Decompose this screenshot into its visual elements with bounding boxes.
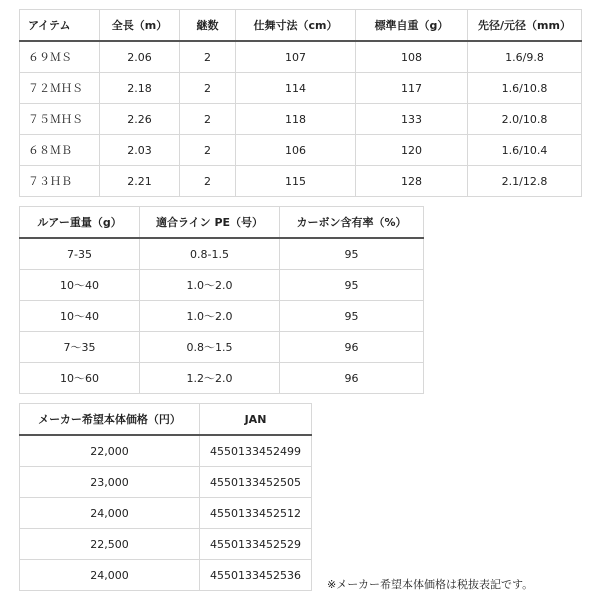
- table-row: [20, 301, 424, 332]
- cell-line-pe: 0.8-1.5: [140, 238, 280, 270]
- cell-jan: 4550133452499: [200, 435, 312, 467]
- header-pieces: 継数: [180, 10, 236, 42]
- cell-jan: 4550133452512: [200, 498, 312, 529]
- table-row: [20, 467, 312, 498]
- cell-diameter: 2.0/10.8: [468, 104, 582, 135]
- tax-note: ※メーカー希望本体価格は税抜表記です。: [327, 578, 534, 591]
- cell-jan: 4550133452505: [200, 467, 312, 498]
- cell-diameter: 1.6/10.4: [468, 135, 582, 166]
- table-row: [20, 435, 312, 467]
- header-price: メーカー希望本体価格（円）: [20, 404, 200, 436]
- table-row: [20, 166, 582, 197]
- cell-item: ６９ＭＳ: [20, 41, 100, 73]
- header-carbon: カーボン含有率（%）: [280, 207, 424, 239]
- cell-pieces: 2: [180, 166, 236, 197]
- cell-closed-length: 115: [236, 166, 356, 197]
- price-header-row: [20, 404, 312, 436]
- header-lure-weight: ルアー重量（g）: [20, 207, 140, 239]
- table-row: [20, 560, 312, 591]
- cell-lure-weight: 7-35: [20, 238, 140, 270]
- table-row: [20, 135, 582, 166]
- cell-pieces: 2: [180, 73, 236, 104]
- cell-line-pe: 1.2～2.0: [140, 363, 280, 394]
- line-header-row: [20, 207, 424, 239]
- table-row: [20, 363, 424, 394]
- cell-carbon: 95: [280, 301, 424, 332]
- cell-weight: 120: [356, 135, 468, 166]
- cell-jan: 4550133452536: [200, 560, 312, 591]
- cell-price: 22,000: [20, 435, 200, 467]
- cell-line-pe: 0.8～1.5: [140, 332, 280, 363]
- cell-carbon: 96: [280, 332, 424, 363]
- cell-line-pe: 1.0～2.0: [140, 270, 280, 301]
- cell-length: 2.18: [100, 73, 180, 104]
- cell-price: 22,500: [20, 529, 200, 560]
- table-row: [20, 238, 424, 270]
- line-table: [19, 206, 424, 394]
- cell-diameter: 2.1/12.8: [468, 166, 582, 197]
- cell-weight: 108: [356, 41, 468, 73]
- header-length: 全長（m）: [100, 10, 180, 42]
- table-row: [20, 270, 424, 301]
- cell-price: 24,000: [20, 560, 200, 591]
- header-diameter: 先径/元径（mm）: [468, 10, 582, 42]
- cell-length: 2.06: [100, 41, 180, 73]
- table-row: [20, 104, 582, 135]
- cell-line-pe: 1.0～2.0: [140, 301, 280, 332]
- cell-price: 23,000: [20, 467, 200, 498]
- table-row: [20, 332, 424, 363]
- cell-weight: 128: [356, 166, 468, 197]
- cell-item: ７３ＨＢ: [20, 166, 100, 197]
- cell-pieces: 2: [180, 104, 236, 135]
- cell-lure-weight: 10～40: [20, 270, 140, 301]
- cell-lure-weight: 7～35: [20, 332, 140, 363]
- price-table: [19, 403, 312, 591]
- cell-pieces: 2: [180, 41, 236, 73]
- cell-jan: 4550133452529: [200, 529, 312, 560]
- cell-item: ７５ＭＨＳ: [20, 104, 100, 135]
- cell-weight: 133: [356, 104, 468, 135]
- cell-diameter: 1.6/9.8: [468, 41, 582, 73]
- table-row: [20, 73, 582, 104]
- cell-closed-length: 114: [236, 73, 356, 104]
- header-jan: JAN: [200, 404, 312, 436]
- table-row: [20, 41, 582, 73]
- cell-carbon: 95: [280, 270, 424, 301]
- cell-diameter: 1.6/10.8: [468, 73, 582, 104]
- cell-closed-length: 107: [236, 41, 356, 73]
- header-item: アイテム: [20, 10, 100, 42]
- cell-carbon: 96: [280, 363, 424, 394]
- header-weight: 標準自重（g）: [356, 10, 468, 42]
- cell-closed-length: 106: [236, 135, 356, 166]
- cell-price: 24,000: [20, 498, 200, 529]
- spec-header-row: [20, 10, 582, 42]
- cell-length: 2.26: [100, 104, 180, 135]
- cell-weight: 117: [356, 73, 468, 104]
- cell-pieces: 2: [180, 135, 236, 166]
- cell-lure-weight: 10～40: [20, 301, 140, 332]
- cell-length: 2.21: [100, 166, 180, 197]
- cell-carbon: 95: [280, 238, 424, 270]
- cell-item: ７２ＭＨＳ: [20, 73, 100, 104]
- table-row: [20, 498, 312, 529]
- cell-length: 2.03: [100, 135, 180, 166]
- spec-table: [19, 9, 582, 197]
- cell-closed-length: 118: [236, 104, 356, 135]
- table-row: [20, 529, 312, 560]
- cell-lure-weight: 10～60: [20, 363, 140, 394]
- header-closed-length: 仕舞寸法（cm）: [236, 10, 356, 42]
- header-line-pe: 適合ライン PE（号）: [140, 207, 280, 239]
- cell-item: ６８ＭＢ: [20, 135, 100, 166]
